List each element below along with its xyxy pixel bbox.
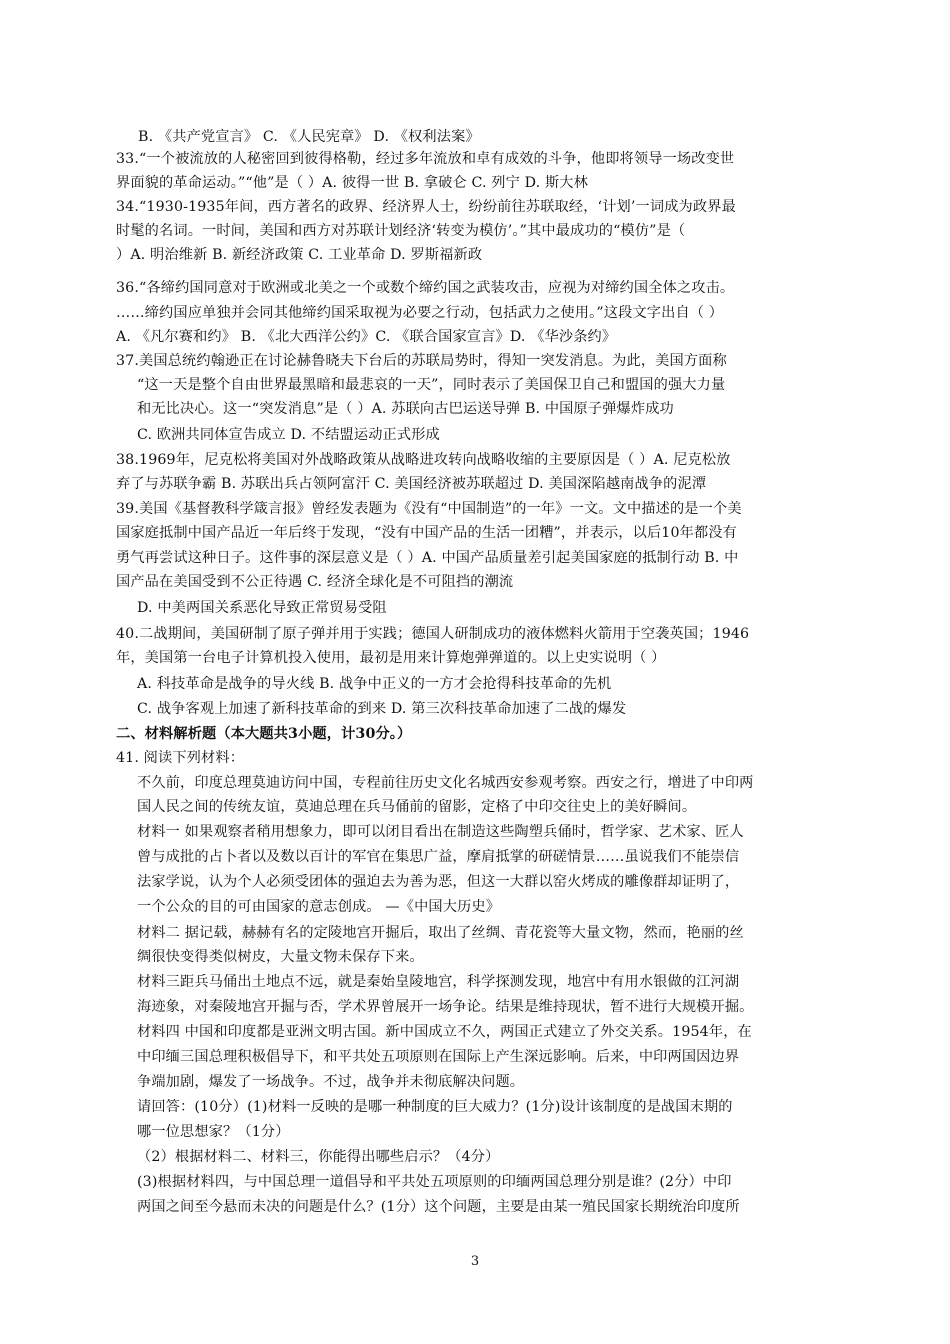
q39-line-3: 勇气再尝试这种日子。这件事的深层意义是（ ）A. 中国产品质量差引起美国家庭的抵制行动 B. 中	[116, 550, 739, 566]
material-4-line-3: 争端加剧，爆发了一场战争。不过，战争并未彻底解决问题。	[137, 1074, 525, 1090]
q39-line-5: D. 中美两国关系恶化导致正常贸易受阻	[137, 600, 387, 616]
question-line-4: (3)根据材料四，与中国总理一道倡导和平共处五项原则的印缅两国总理分别是谁？(2分）中印	[137, 1174, 732, 1190]
material-3-line-1: 材料三距兵马俑出土地点不远，就是秦始皇陵地宫，科学探测发现，地宫中有用水银做的江河湖	[137, 974, 740, 990]
question-line-5: 两国之间至今悬而未决的问题是什么？(1分）这个问题，主要是由某一殖民国家长期统治印度所	[137, 1199, 740, 1215]
material-1-line-4: 一个公众的目的可由国家的意志创成。 —《中国大历史》	[137, 899, 501, 915]
q40-line-1: 40.二战期间，美国研制了原子弹并用于实践；德国人研制成功的液体燃料火箭用于空袭英国；1946	[116, 626, 750, 642]
q40-line-2: 年，美国第一台电子计算机投入使用，最初是用来计算炮弹弹道的。以上史实说明（ ）	[116, 650, 666, 666]
q41-intro: 41. 阅读下列材料：	[116, 750, 245, 766]
q33-line-2: 界面貌的革命运动。”“他”是（ ）A. 彼得一世 B. 拿破仑 C. 列宁 D. 斯大林	[116, 175, 588, 191]
q36-line-1: 36.“各缔约国同意对于欧洲或北美之一个或数个缔约国之武装攻击，应视为对缔约国全体之攻击。	[116, 280, 735, 296]
material-1-line-2: 曾与成批的占卜者以及数以百计的军官在集思广益，摩肩抵掌的研磋情景……虽说我们不能崇信	[137, 849, 740, 865]
q37-line-2: “这一天是整个自由世界最黑暗和最悲哀的一天”，同时表示了美国保卫自己和盟国的强大力量	[137, 377, 726, 393]
q41-passage-line-1: 不久前，印度总理莫迪访问中国，专程前往历史文化名城西安参观考察。西安之行，增进了中印两	[137, 775, 754, 791]
material-2-line-2: 绸很快变得类似树皮，大量文物未保存下来。	[137, 949, 424, 965]
q38-line-1: 38.1969年，尼克松将美国对外战略政策从战略进攻转向战略收缩的主要原因是（ ）A. 尼克松放	[116, 452, 731, 468]
question-line-3: （2）根据材料二、材料三，你能得出哪些启示？（4分）	[137, 1149, 500, 1165]
material-4-line-2: 中印缅三国总理积极倡导下，和平共处五项原则在国际上产生深远影响。后来，中印两国因边界	[137, 1049, 740, 1065]
q40-line-3: A. 科技革命是战争的导火线 B. 战争中正义的一方才会抢得科技革命的先机	[137, 676, 612, 692]
material-3-line-2: 海迹象，对秦陵地宫开掘与否，学术界曾展开一场争论。结果是维持现状，暂不进行大规模开掘。	[137, 999, 754, 1015]
section-heading: 二、材料解析题（本大题共3小题，计30分。）	[116, 726, 412, 742]
q37-line-3: 和无比决心。这一“突发消息”是（ ）A. 苏联向古巴运送导弹 B. 中国原子弹爆炸成功	[137, 401, 674, 417]
q37-line-1: 37.美国总统约翰逊正在讨论赫鲁晓夫下台后的苏联局势时，得知一突发消息。为此，美国方面称	[116, 353, 727, 369]
q37-line-4: C. 欧洲共同体宣告成立 D. 不结盟运动正式形成	[137, 427, 440, 443]
q34-line-1: 34.“1930-1935年间，西方著名的政界、经济界人士，纷纷前往苏联取经，‘计划’一词成为政界最	[116, 199, 736, 215]
material-4-line-1: 材料四 中国和印度都是亚洲文明古国。新中国成立不久，两国正式建立了外交关系。1954年，在	[137, 1024, 752, 1040]
q32-options-line: B. 《共产党宣言》 C. 《人民宪章》 D. 《权利法案》	[138, 129, 480, 145]
q36-line-2: ……缔约国应单独并会同其他缔约国采取视为必要之行动，包括武力之使用。”这段文字出自（ ）	[116, 305, 724, 321]
q34-line-2: 时髦的名词。一时间，美国和西方对苏联计划经济‘转变为模仿’。”其中最成功的“模仿”是（	[116, 223, 686, 239]
q39-line-2: 国家庭抵制中国产品近一年后终于发现，“没有中国产品的生活一团糟”，并表示，以后10年都没有	[116, 525, 737, 541]
q33-line-1: 33.“一个被流放的人秘密回到彼得格勒，经过多年流放和卓有成效的斗争，他即将领导一场改变世	[116, 151, 735, 167]
question-line-2: 哪一位思想家？（1分）	[137, 1124, 290, 1140]
q34-line-3: ）A. 明治维新 B. 新经济政策 C. 工业革命 D. 罗斯福新政	[116, 247, 483, 263]
page-number: 3	[470, 1254, 480, 1269]
q36-options: A. 《凡尔赛和约》 B. 《北大西洋公约》C. 《联合国家宣言》D. 《华沙条约》	[116, 329, 617, 345]
question-line-1: 请回答：(10分）(1)材料一反映的是哪一种制度的巨大威力？(1分)设计该制度的是战国末期的	[137, 1099, 733, 1115]
q39-line-4: 国产品在美国受到不公正待遇 C. 经济全球化是不可阻挡的潮流	[116, 574, 514, 590]
material-1-line-1: 材料一 如果观察者稍用想象力，即可以闭目看出在制造这些陶塑兵俑时，哲学家、艺术家、匠人	[137, 824, 744, 840]
material-2-line-1: 材料二 据记载，赫赫有名的定陵地宫开掘后，取出了丝绸、青花瓷等大量文物，然而，艳丽的丝	[137, 925, 744, 941]
q41-passage-line-2: 国人民之间的传统友谊，莫迪总理在兵马俑前的留影，定格了中印交往史上的美好瞬间。	[137, 799, 697, 815]
q39-line-1: 39.美国《基督教科学箴言报》曾经发表题为《没有“中国制造”的一年》一文。文中描述的是一个美	[116, 501, 742, 517]
q40-line-4: C. 战争客观上加速了新科技革命的到来 D. 第三次科技革命加速了二战的爆发	[137, 701, 627, 717]
material-1-line-3: 法家学说，认为个人必须受团体的强迫去为善为恶，但这一大群以窑火烤成的雕像群却证明了，	[137, 874, 740, 890]
q38-line-2: 弃了与苏联争霸 B. 苏联出兵占领阿富汗 C. 美国经济被苏联超过 D. 美国深陷越南战争的泥潭	[116, 476, 707, 492]
